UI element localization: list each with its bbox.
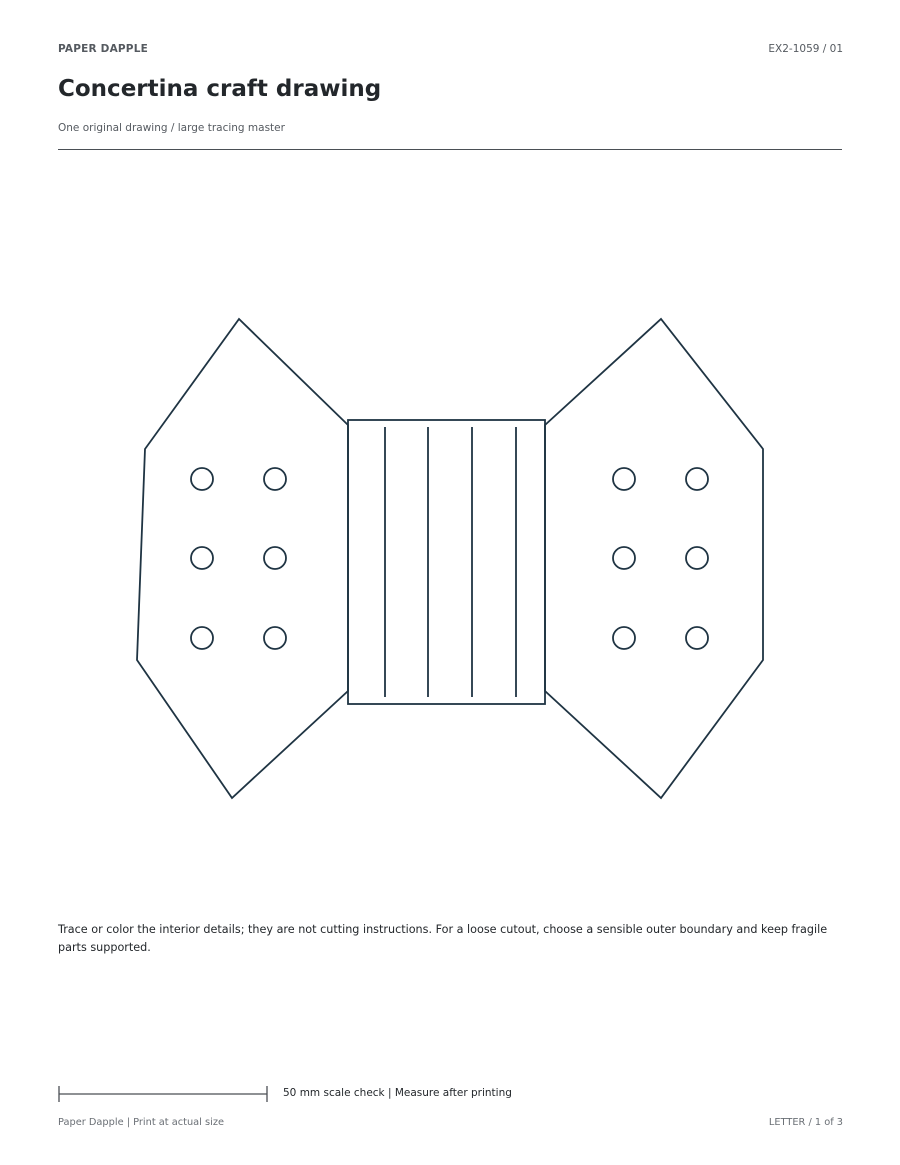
left-hole — [264, 468, 286, 490]
scale-bar — [58, 1085, 270, 1103]
page-title: Concertina craft drawing — [58, 76, 382, 102]
instructions-text: Trace or color the interior details; they are not cutting instructions. For a loose cutout, choose a sensible outer boundary and keep fragile parts supported. — [58, 923, 828, 954]
page-subtitle: One original drawing / large tracing master — [58, 122, 285, 134]
footer-left: Paper Dapple | Print at actual size — [58, 1117, 225, 1128]
left-hole — [264, 627, 286, 649]
left-wing-outline — [137, 319, 348, 798]
right-hole — [613, 468, 635, 490]
left-hole — [191, 468, 213, 490]
brand-label: PAPER DAPPLE — [58, 43, 148, 55]
right-wing-outline — [545, 319, 763, 798]
scale-check-label: 50 mm scale check | Measure after printing — [283, 1087, 512, 1099]
left-hole — [264, 547, 286, 569]
right-hole — [613, 627, 635, 649]
document-code: EX2-1059 / 01 — [768, 43, 843, 55]
footer-page-info: LETTER / 1 of 3 — [768, 1117, 843, 1128]
right-hole — [613, 547, 635, 569]
left-hole — [191, 627, 213, 649]
right-hole — [686, 627, 708, 649]
left-hole — [191, 547, 213, 569]
right-hole — [686, 468, 708, 490]
right-hole — [686, 547, 708, 569]
